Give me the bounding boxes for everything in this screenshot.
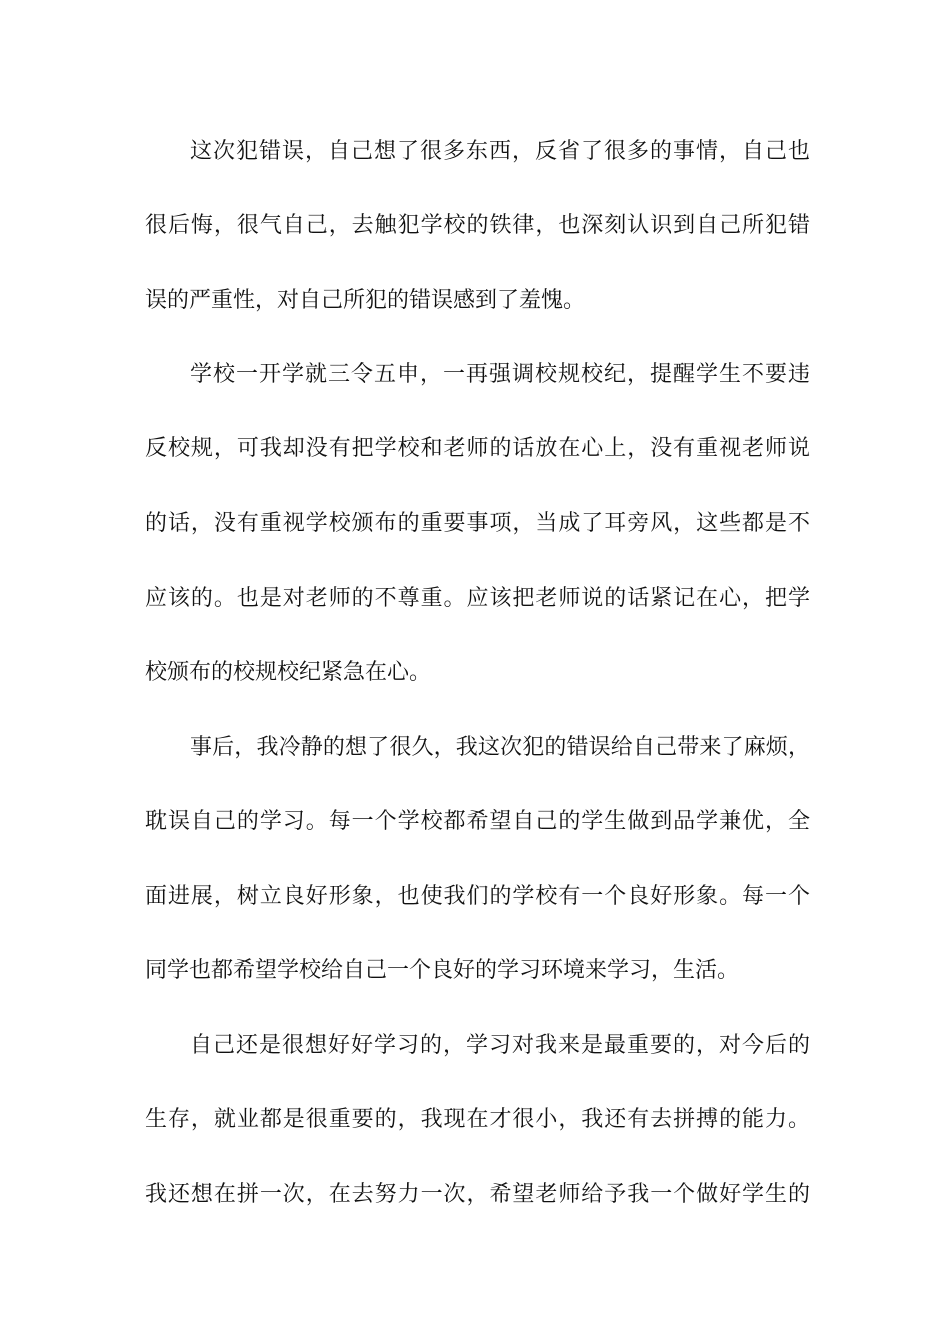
paragraph-1-line-2: 很后悔，很气自己，去触犯学校的铁律，也深刻认识到自己所犯错 [145, 213, 810, 238]
paragraph-2-line-5: 校颁布的校规校纪紧急在心。 [145, 660, 432, 685]
paragraph-3-line-4: 同学也都希望学校给自己一个良好的学习环境来学习，生活。 [145, 958, 740, 983]
paragraph-1-line-1: 这次犯错误，自己想了很多东西，反省了很多的事情，自己也 [190, 139, 810, 164]
paragraph-3-line-2: 耽误自己的学习。每一个学校都希望自己的学生做到品学兼优，全 [145, 809, 810, 834]
paragraph-3-line-1: 事后，我冷静的想了很久，我这次犯的错误给自己带来了麻烦， [190, 735, 810, 760]
paragraph-3-line-3: 面进展，树立良好形象，也使我们的学校有一个良好形象。每一个 [145, 884, 810, 909]
paragraph-1-line-3: 误的严重性，对自己所犯的错误感到了羞愧。 [145, 288, 586, 313]
paragraph-2-line-4: 应该的。也是对老师的不尊重。应该把老师说的话紧记在心，把学 [145, 586, 810, 611]
paragraph-2-line-1: 学校一开学就三令五申，一再强调校规校纪，提醒学生不要违 [190, 362, 810, 387]
paragraph-2-line-2: 反校规，可我却没有把学校和老师的话放在心上，没有重视老师说 [145, 436, 810, 461]
paragraph-4-line-1: 自己还是很想好好学习的，学习对我来是最重要的，对今后的 [190, 1033, 810, 1058]
paragraph-4-line-2: 生存，就业都是很重要的，我现在才很小，我还有去拼搏的能力。 [145, 1107, 810, 1132]
paragraph-2-line-3: 的话，没有重视学校颁布的重要事项，当成了耳旁风，这些都是不 [145, 511, 810, 536]
paragraph-4-line-3: 我还想在拼一次，在去努力一次，希望老师给予我一个做好学生的 [145, 1182, 810, 1207]
